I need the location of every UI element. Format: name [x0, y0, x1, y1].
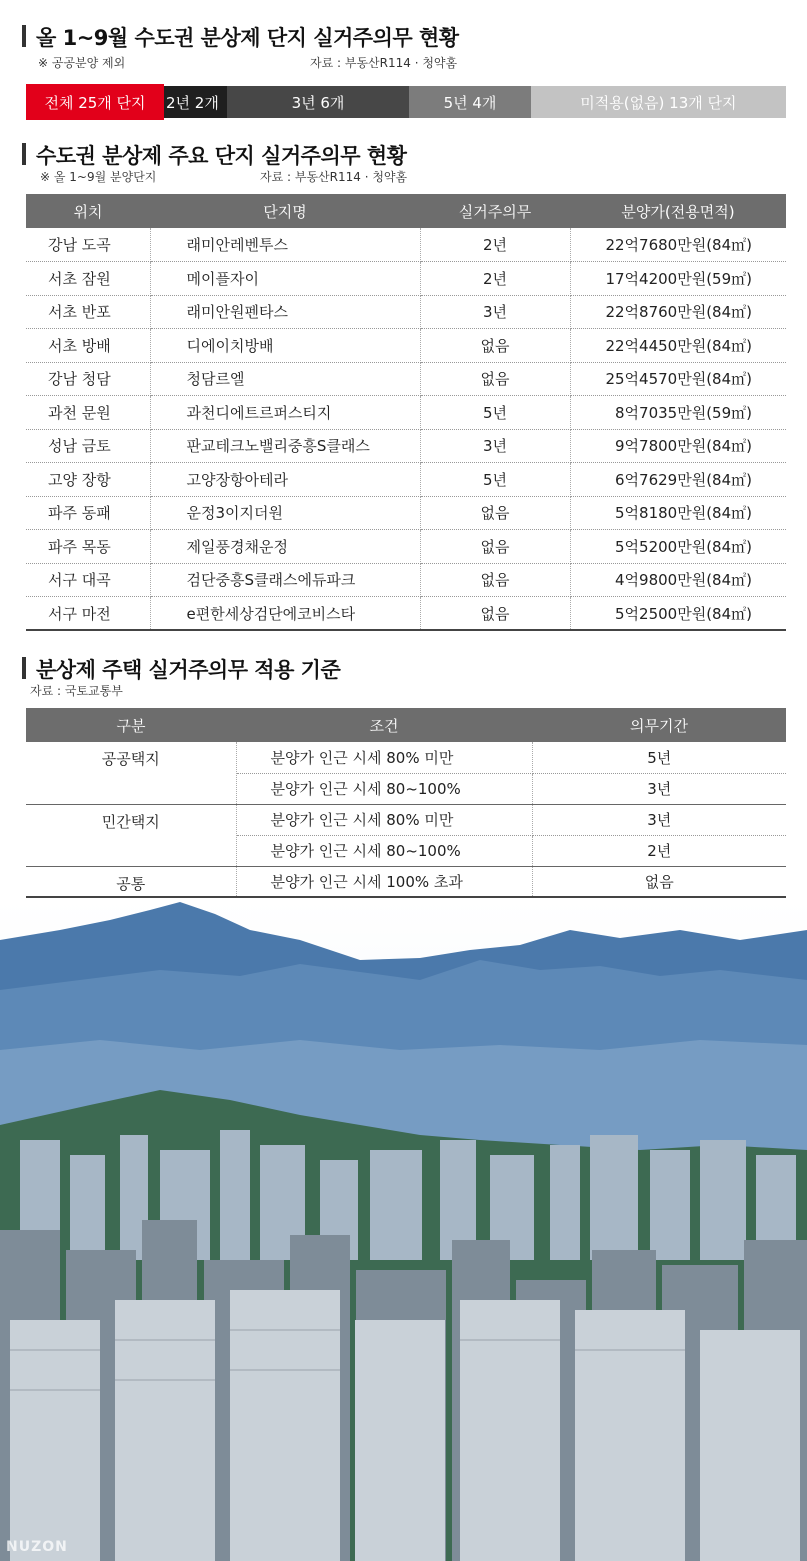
- table-cell: 없음: [420, 597, 570, 631]
- table-cell: 파주 동패: [26, 496, 150, 530]
- segment-3: [409, 86, 531, 118]
- table-row: [26, 530, 786, 564]
- table-row: [26, 742, 786, 773]
- section3-source: 자료 : 국토교통부: [30, 684, 123, 698]
- table-cell: 5억5200만원(84㎡): [570, 530, 786, 564]
- table-cell: 고양장항아테라: [150, 463, 420, 497]
- table-cell: 25억4570만원(84㎡): [570, 362, 786, 396]
- table-cell: 파주 목동: [26, 530, 150, 564]
- table-cell: 강남 청담: [26, 362, 150, 396]
- watermark: NUZON: [6, 1539, 68, 1555]
- column-header: 단지명: [150, 194, 420, 228]
- table-cell: 서초 방배: [26, 329, 150, 363]
- table-cell: 디에이치방배: [150, 329, 420, 363]
- table-cell: 3년: [420, 295, 570, 329]
- column-header: 분양가(전용면적): [570, 194, 786, 228]
- group-label: 공통: [26, 866, 236, 897]
- table-cell: 강남 도곡: [26, 228, 150, 262]
- section1-title: 올 1~9월 수도권 분상제 단지 실거주의무 현황: [26, 22, 459, 52]
- group-label: 공공택지: [26, 742, 236, 804]
- table-row: [26, 262, 786, 296]
- table-row: [26, 563, 786, 597]
- condition-cell: 분양가 인근 시세 80~100%: [236, 773, 532, 804]
- condition-cell: 분양가 인근 시세 80~100%: [236, 835, 532, 866]
- table-cell: 없음: [420, 563, 570, 597]
- criteria-table: [26, 708, 786, 898]
- column-header: 의무기간: [532, 708, 786, 742]
- table-cell: 22억8760만원(84㎡): [570, 295, 786, 329]
- table-cell: 5억2500만원(84㎡): [570, 597, 786, 631]
- total-complexes-badge: 전체 25개 단지: [26, 84, 164, 120]
- table-cell: e편한세상검단에코비스타: [150, 597, 420, 631]
- table-cell: 성남 금토: [26, 429, 150, 463]
- table-cell: 판교테크노밸리중흥S클래스: [150, 429, 420, 463]
- table-row: [26, 804, 786, 835]
- table-cell: 청담르엘: [150, 362, 420, 396]
- table-row: [26, 396, 786, 430]
- column-header: 위치: [26, 194, 150, 228]
- section2-source: 자료 : 부동산R114 · 청약홈: [260, 170, 408, 184]
- segment-label: 2년 2개: [166, 93, 219, 112]
- table-cell: 없음: [420, 496, 570, 530]
- section1-note: ※ 공공분양 제외: [38, 56, 126, 70]
- table-cell: 5년: [420, 396, 570, 430]
- table-cell: 5년: [420, 463, 570, 497]
- period-cell: 없음: [532, 866, 786, 897]
- table-cell: 서구 마전: [26, 597, 150, 631]
- section2-note: ※ 올 1~9월 분양단지: [40, 170, 157, 184]
- table-row: [26, 295, 786, 329]
- table-cell: 6억7629만원(84㎡): [570, 463, 786, 497]
- table-row: [26, 429, 786, 463]
- period-cell: 3년: [532, 773, 786, 804]
- table-row: [26, 866, 786, 897]
- table-cell: 래미안원펜타스: [150, 295, 420, 329]
- segment-label: 3년 6개: [291, 93, 345, 112]
- table-cell: 9억7800만원(84㎡): [570, 429, 786, 463]
- table-cell: 운정3이지더원: [150, 496, 420, 530]
- period-cell: 3년: [532, 804, 786, 835]
- table-cell: 5억8180만원(84㎡): [570, 496, 786, 530]
- column-header: 구분: [26, 708, 236, 742]
- skyline-illustration: [0, 900, 807, 1561]
- table-cell: 22억7680만원(84㎡): [570, 228, 786, 262]
- table-row: [26, 597, 786, 631]
- section1-source: 자료 : 부동산R114 · 청약홈: [310, 56, 458, 70]
- table-cell: 2년: [420, 262, 570, 296]
- table-cell: 과천디에트르퍼스티지: [150, 396, 420, 430]
- table-cell: 없음: [420, 530, 570, 564]
- table-cell: 2년: [420, 228, 570, 262]
- table-row: [26, 329, 786, 363]
- table-row: [26, 496, 786, 530]
- table-cell: 17억4200만원(59㎡): [570, 262, 786, 296]
- table-row: [26, 228, 786, 262]
- period-cell: 2년: [532, 835, 786, 866]
- column-header: 실거주의무: [420, 194, 570, 228]
- table-cell: 래미안레벤투스: [150, 228, 420, 262]
- section3-title: 분상제 주택 실거주의무 적용 기준: [26, 654, 340, 684]
- group-label: 민간택지: [26, 804, 236, 866]
- table-cell: 없음: [420, 329, 570, 363]
- table-cell: 서초 잠원: [26, 262, 150, 296]
- table-cell: 8억7035만원(59㎡): [570, 396, 786, 430]
- segment-4: [531, 86, 786, 118]
- segment-label: 미적용(없음) 13개 단지: [580, 93, 737, 112]
- table-cell: 제일풍경채운정: [150, 530, 420, 564]
- table-cell: 22억4450만원(84㎡): [570, 329, 786, 363]
- section2-title: 수도권 분상제 주요 단지 실거주의무 현황: [26, 140, 406, 170]
- table-row: [26, 463, 786, 497]
- table-cell: 고양 장항: [26, 463, 150, 497]
- segment-label: 5년 4개: [443, 93, 497, 112]
- table-cell: 메이플자이: [150, 262, 420, 296]
- major-complex-table: [26, 194, 786, 631]
- column-header: 조건: [236, 708, 532, 742]
- table-cell: 과천 문원: [26, 396, 150, 430]
- segment-2: [227, 86, 409, 118]
- city-skyline-photo: [0, 900, 807, 1561]
- table-row: [26, 362, 786, 396]
- table-cell: 4억9800만원(84㎡): [570, 563, 786, 597]
- condition-cell: 분양가 인근 시세 100% 초과: [236, 866, 532, 897]
- table-cell: 서초 반포: [26, 295, 150, 329]
- table-cell: 서구 대곡: [26, 563, 150, 597]
- table-cell: 3년: [420, 429, 570, 463]
- table-cell: 없음: [420, 362, 570, 396]
- period-cell: 5년: [532, 742, 786, 773]
- condition-cell: 분양가 인근 시세 80% 미만: [236, 804, 532, 835]
- condition-cell: 분양가 인근 시세 80% 미만: [236, 742, 532, 773]
- table-cell: 검단중흥S클래스에듀파크: [150, 563, 420, 597]
